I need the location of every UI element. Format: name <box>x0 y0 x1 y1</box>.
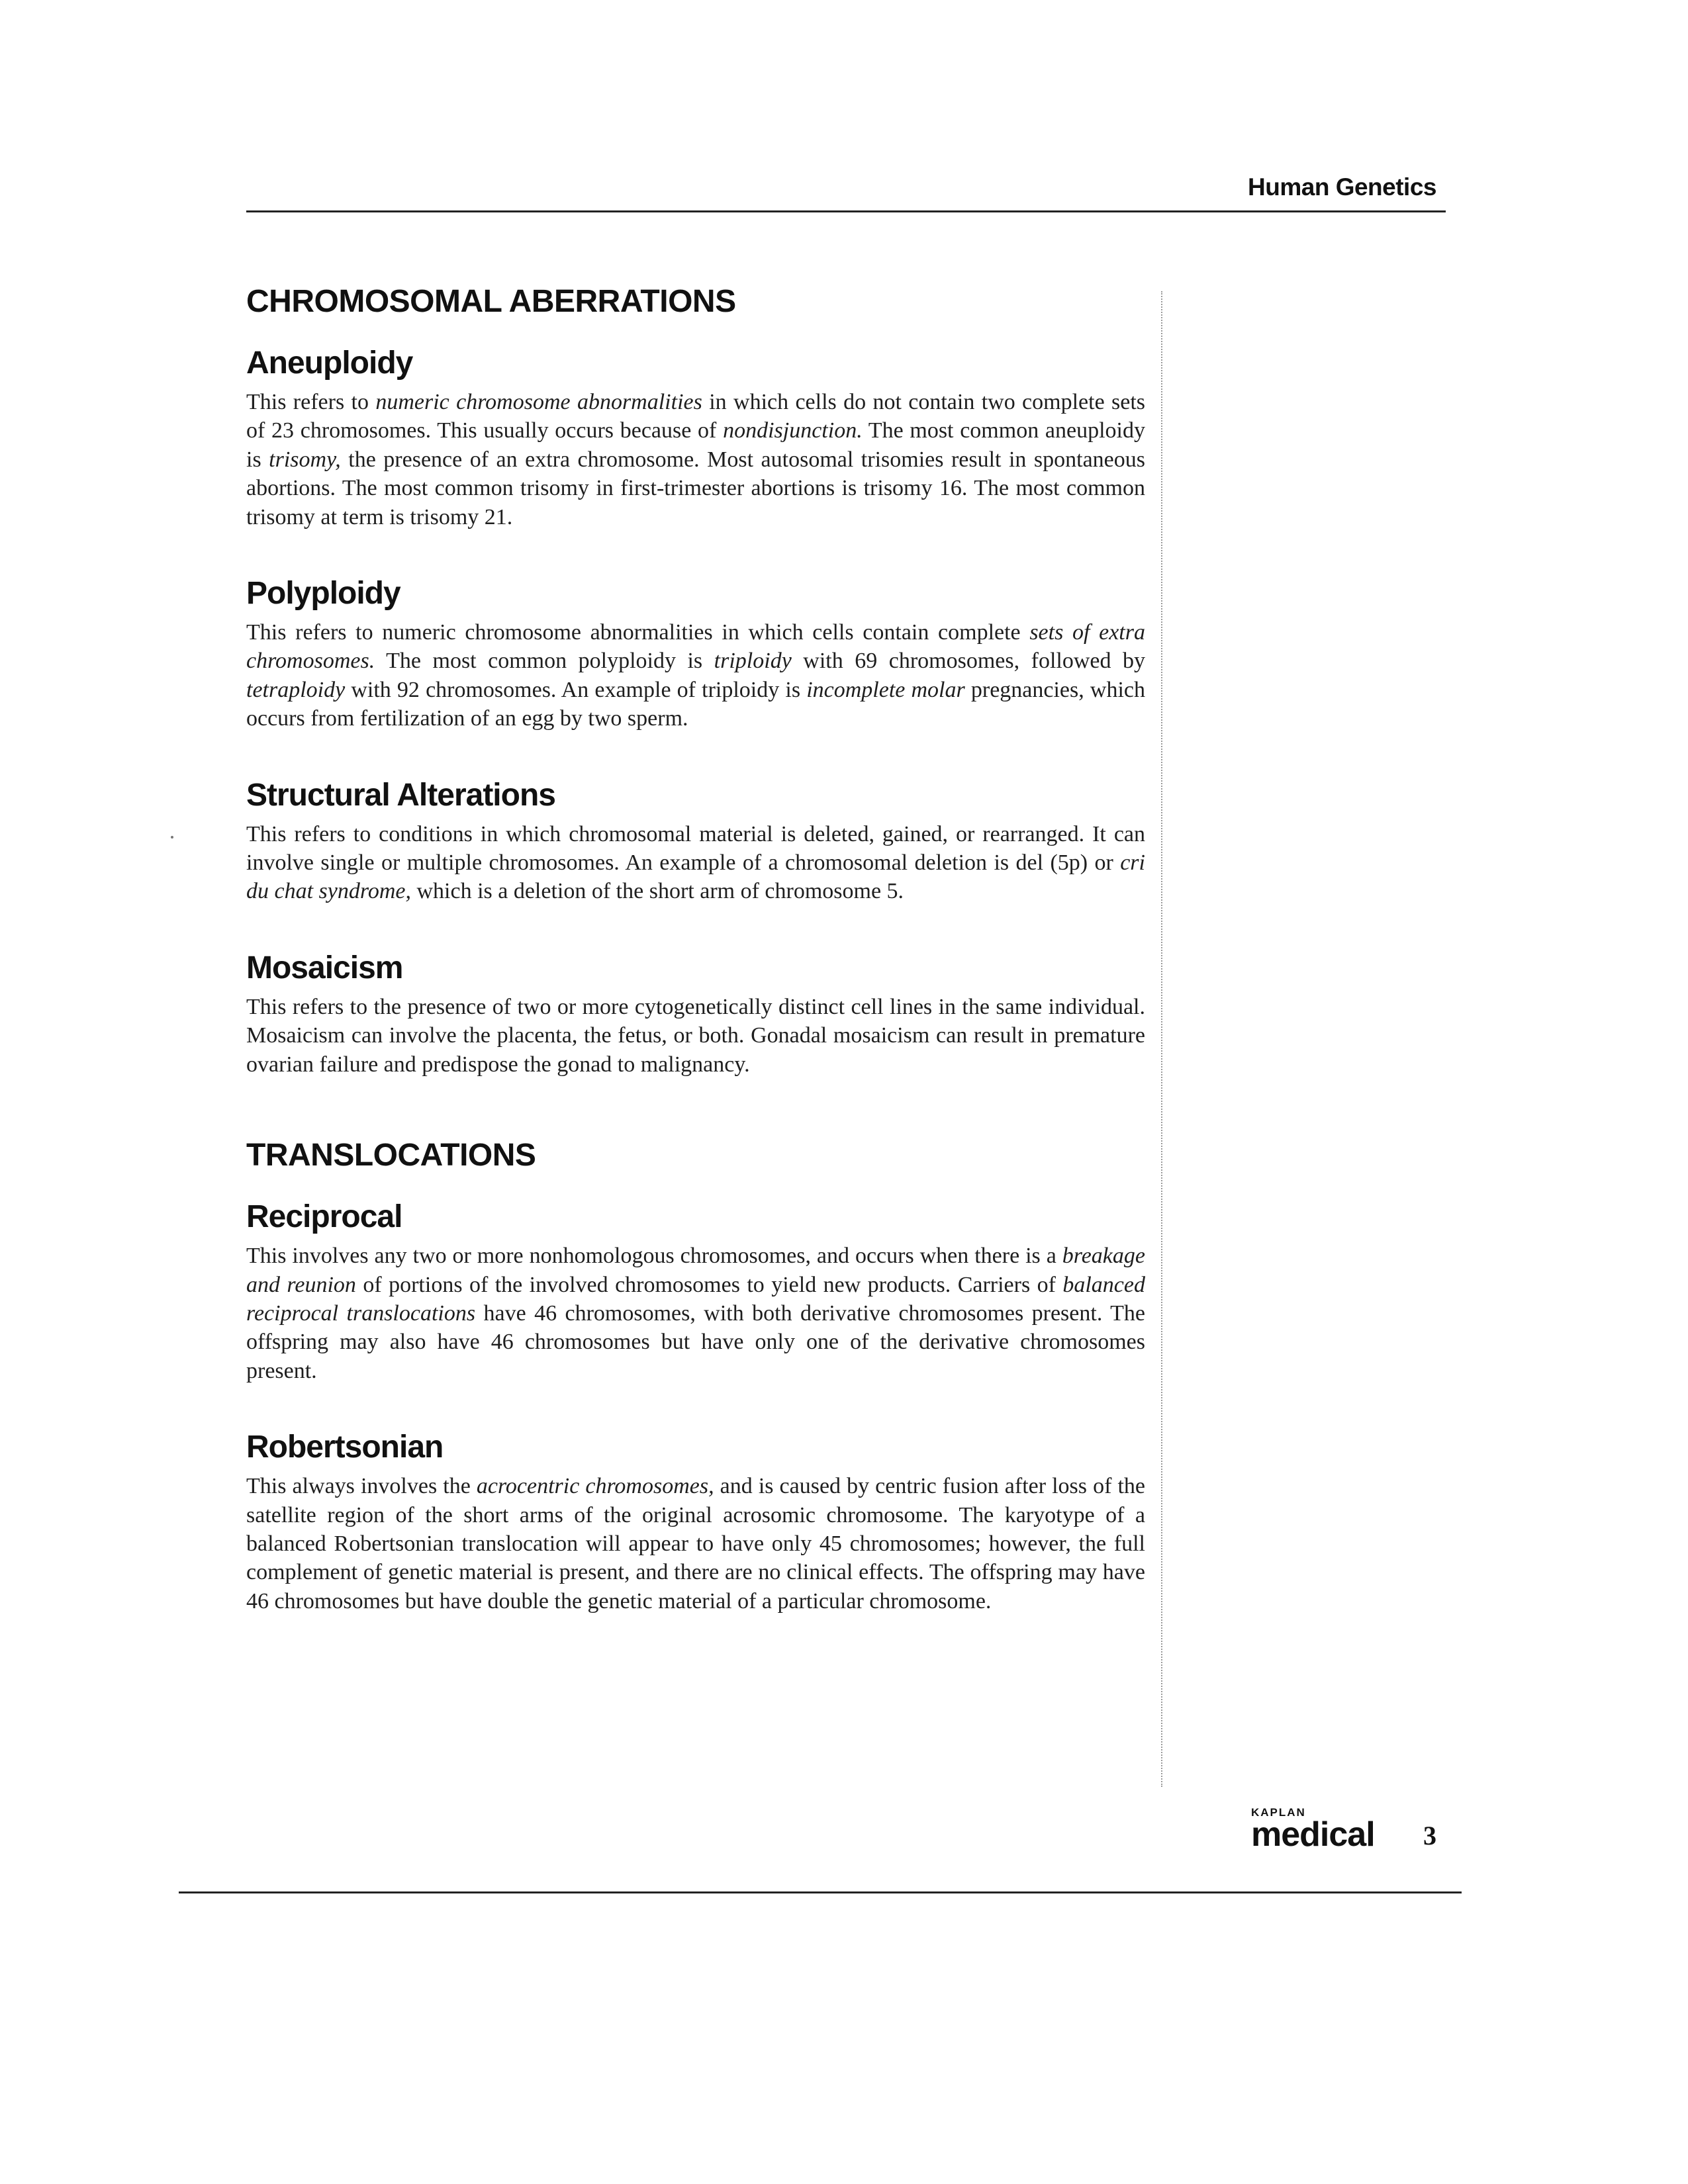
paragraph-robertsonian <box>246 1472 1145 1615</box>
emphasized-term: tetraploidy <box>246 677 346 702</box>
text-run: This refers to <box>246 390 376 414</box>
text-run: with 69 chromosomes, followed by <box>791 649 1145 674</box>
text-run: of portions of the involved chromosomes to yield new products. Carriers of <box>355 1272 1063 1297</box>
text-run: This involves any two or more nonhomologous chromosomes, and occurs when there is a <box>246 1244 1062 1269</box>
kaplan-medical-logo <box>1251 1806 1377 1854</box>
text-run: and is caused by centric fusion after loss of the satellite region of the short arms of the original acrosomic chromosome. The karyotype of a balanced Robertsonian translocation will appear to have only 45 chromosomes; however, the full complement of genetic material is present, and there are no clinical effects. The offspring may have 46 chromosomes but have double the genetic material of a particular chromosome. <box>246 1474 1145 1614</box>
emphasized-term: numeric chromosome abnormalities <box>375 390 702 414</box>
section-heading-translocations: TRANSLOCATIONS <box>246 1138 536 1173</box>
text-run: which is a deletion of the short arm of chromosome 5. <box>410 879 904 904</box>
emphasized-term: triploidy <box>714 649 792 674</box>
subheading-robertsonian: Robertsonian <box>246 1430 444 1465</box>
page-number: 3 <box>1423 1821 1436 1850</box>
subheading-polyploidy: Polyploidy <box>246 576 400 612</box>
emphasized-term: balanced reciprocal translocations <box>246 1272 1145 1326</box>
emphasized-term: sets of extra chromosomes. <box>246 620 1145 674</box>
text-run: The most common polyploidy is <box>375 649 714 674</box>
emphasized-term: breakage and reunion <box>246 1244 1145 1297</box>
paragraph-reciprocal <box>246 1242 1145 1385</box>
footer-rule <box>179 1891 1462 1893</box>
text-run: This refers to the presence of two or more cytogenetically distinct cell lines in the same individual. Mosaicism can involve the placenta, the fetus, or both. Gonadal mosaicism can result in premature ovarian failure and predispose the gonad to malignancy. <box>246 994 1145 1077</box>
paragraph-structural-alterations <box>246 820 1145 906</box>
text-run: This refers to numeric chromosome abnormalities in which cells contain complete <box>246 620 1030 645</box>
text-run: have 46 chromosomes, with both derivative chromosomes present. The offspring may also have 46 chromosomes but have only one of the derivative chromosomes present. <box>246 1300 1145 1383</box>
text-run: This refers to conditions in which chromosomal material is deleted, gained, or rearranged. It can involve single or multiple chromosomes. An example of a chromosomal deletion is del (5p) or <box>246 821 1145 876</box>
section-heading-chromosomal-aberrations: CHROMOSOMAL ABERRATIONS <box>246 284 736 319</box>
page-body <box>246 283 1145 1615</box>
emphasized-term: cri du chat syndrome, <box>246 850 1145 904</box>
text-run: pregnancies, which occurs from fertilization of an egg by two sperm. <box>246 677 1145 731</box>
running-head-title: Human Genetics <box>1248 173 1436 201</box>
text-run: This always involves the <box>246 1474 477 1499</box>
emphasized-term: incomplete molar <box>806 677 965 702</box>
subheading-aneuploidy: Aneuploidy <box>246 345 413 381</box>
paragraph-mosaicism <box>246 993 1145 1079</box>
text-run: with 92 chromosomes. An example of triploidy is <box>345 677 807 702</box>
margin-dotted-rule <box>1161 291 1162 1787</box>
header-rule <box>246 210 1446 212</box>
subheading-reciprocal: Reciprocal <box>246 1199 402 1235</box>
paragraph-aneuploidy <box>246 388 1145 531</box>
text-run: the presence of an extra chromosome. Most autosomal trisomies result in spontaneous abortions. The most common trisomy in first-trimester abortions is trisomy 16. The most common trisomy at term is trisomy 21. <box>246 447 1145 529</box>
logo-kaplan-text: KAPLAN <box>1251 1806 1306 1819</box>
paragraph-polyploidy <box>246 618 1145 733</box>
logo-medical-text: medical <box>1251 1815 1375 1854</box>
emphasized-term: nondisjunction. <box>723 418 863 443</box>
subheading-mosaicism: Mosaicism <box>246 950 403 985</box>
text-run: in which cells do not contain two complete sets of 23 chromosomes. This usually occurs because of <box>246 390 1146 443</box>
subheading-structural-alterations: Structural Alterations <box>246 777 555 813</box>
scan-speck <box>171 836 173 839</box>
text-run: The most common aneuploidy is <box>246 418 1145 472</box>
emphasized-term: trisomy, <box>269 447 341 472</box>
emphasized-term: acrocentric chromosomes, <box>476 1474 714 1499</box>
